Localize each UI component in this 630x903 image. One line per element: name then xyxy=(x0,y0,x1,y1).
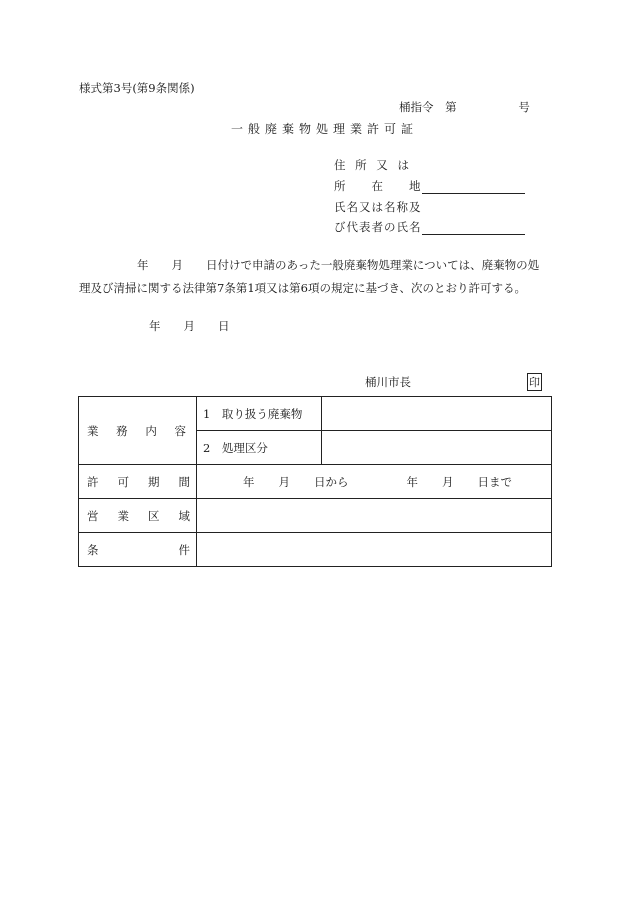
address-field[interactable] xyxy=(422,181,525,194)
label-char: 期 xyxy=(148,474,160,489)
form-number: 様式第3号(第9条関係) xyxy=(79,81,195,95)
document-number-prefix: 桶指令 xyxy=(399,100,434,114)
document-number-go: 号 xyxy=(518,100,530,114)
waste-type-value[interactable] xyxy=(322,397,552,431)
business-area-label-cell xyxy=(79,499,197,533)
applicant-name-label: 氏名又は名称及 xyxy=(334,200,422,214)
name-field[interactable] xyxy=(422,222,525,235)
business-area-value[interactable] xyxy=(197,499,552,533)
table-row xyxy=(79,499,552,533)
body-line-2: 理及び清掃に関する法律第7条第1項又は第6項の規定に基づき、次のとおり許可する。 xyxy=(79,281,526,295)
label-char: 務 xyxy=(116,423,128,438)
issuer: 桶川市長 xyxy=(365,375,411,389)
period-to-year: 年 xyxy=(406,474,418,489)
table-row xyxy=(79,533,552,567)
address-label-char: 地 xyxy=(409,179,421,193)
document-number-dai: 第 xyxy=(445,100,457,114)
label-char: 営 xyxy=(87,508,99,523)
label-char: 可 xyxy=(117,474,129,489)
period-to-day: 日まで xyxy=(477,474,512,489)
period-from-month: 月 xyxy=(278,474,290,489)
label-char: 業 xyxy=(87,423,99,438)
name-label: び代表者の氏名 xyxy=(334,220,422,234)
permit-period-label-cell xyxy=(79,465,197,499)
label-char: 許 xyxy=(87,474,99,489)
address-label-char: 所 xyxy=(334,179,346,193)
label-char: 業 xyxy=(117,508,129,523)
seal-mark: 印 xyxy=(527,373,542,391)
conditions-value[interactable] xyxy=(197,533,552,567)
label-char: 条 xyxy=(87,542,99,557)
issue-date: 年 月 日 xyxy=(149,319,230,333)
permit-period-value[interactable] xyxy=(197,465,552,499)
period-from-day: 日から xyxy=(314,474,349,489)
processing-category-value[interactable] xyxy=(322,431,552,465)
label-char: 件 xyxy=(178,542,190,557)
document-number xyxy=(399,99,530,115)
label-char: 域 xyxy=(178,508,190,523)
applicant-name-row xyxy=(334,219,525,235)
label-char: 容 xyxy=(174,423,186,438)
business-content-label-cell xyxy=(79,397,197,465)
permit-table xyxy=(78,396,552,567)
body-line-1: 年 月 日付けで申請のあった一般廃棄物処理業については、廃棄物の処 xyxy=(137,258,540,272)
label-char: 間 xyxy=(178,474,190,489)
period-from-year: 年 xyxy=(243,474,255,489)
table-row xyxy=(79,465,552,499)
period-to-month: 月 xyxy=(442,474,454,489)
waste-type-label: 1 取り扱う廃棄物 xyxy=(197,397,322,431)
label-char: 内 xyxy=(145,423,157,438)
applicant-address-label: 住 所 又 は xyxy=(334,158,412,172)
processing-category-label: 2 処理区分 xyxy=(197,431,322,465)
address-label-char: 在 xyxy=(371,179,383,193)
document-title: 一般廃棄物処理業許可証 xyxy=(231,122,419,136)
table-row xyxy=(79,397,552,431)
applicant-address-row xyxy=(334,178,525,194)
conditions-label-cell xyxy=(79,533,197,567)
label-char: 区 xyxy=(148,508,160,523)
